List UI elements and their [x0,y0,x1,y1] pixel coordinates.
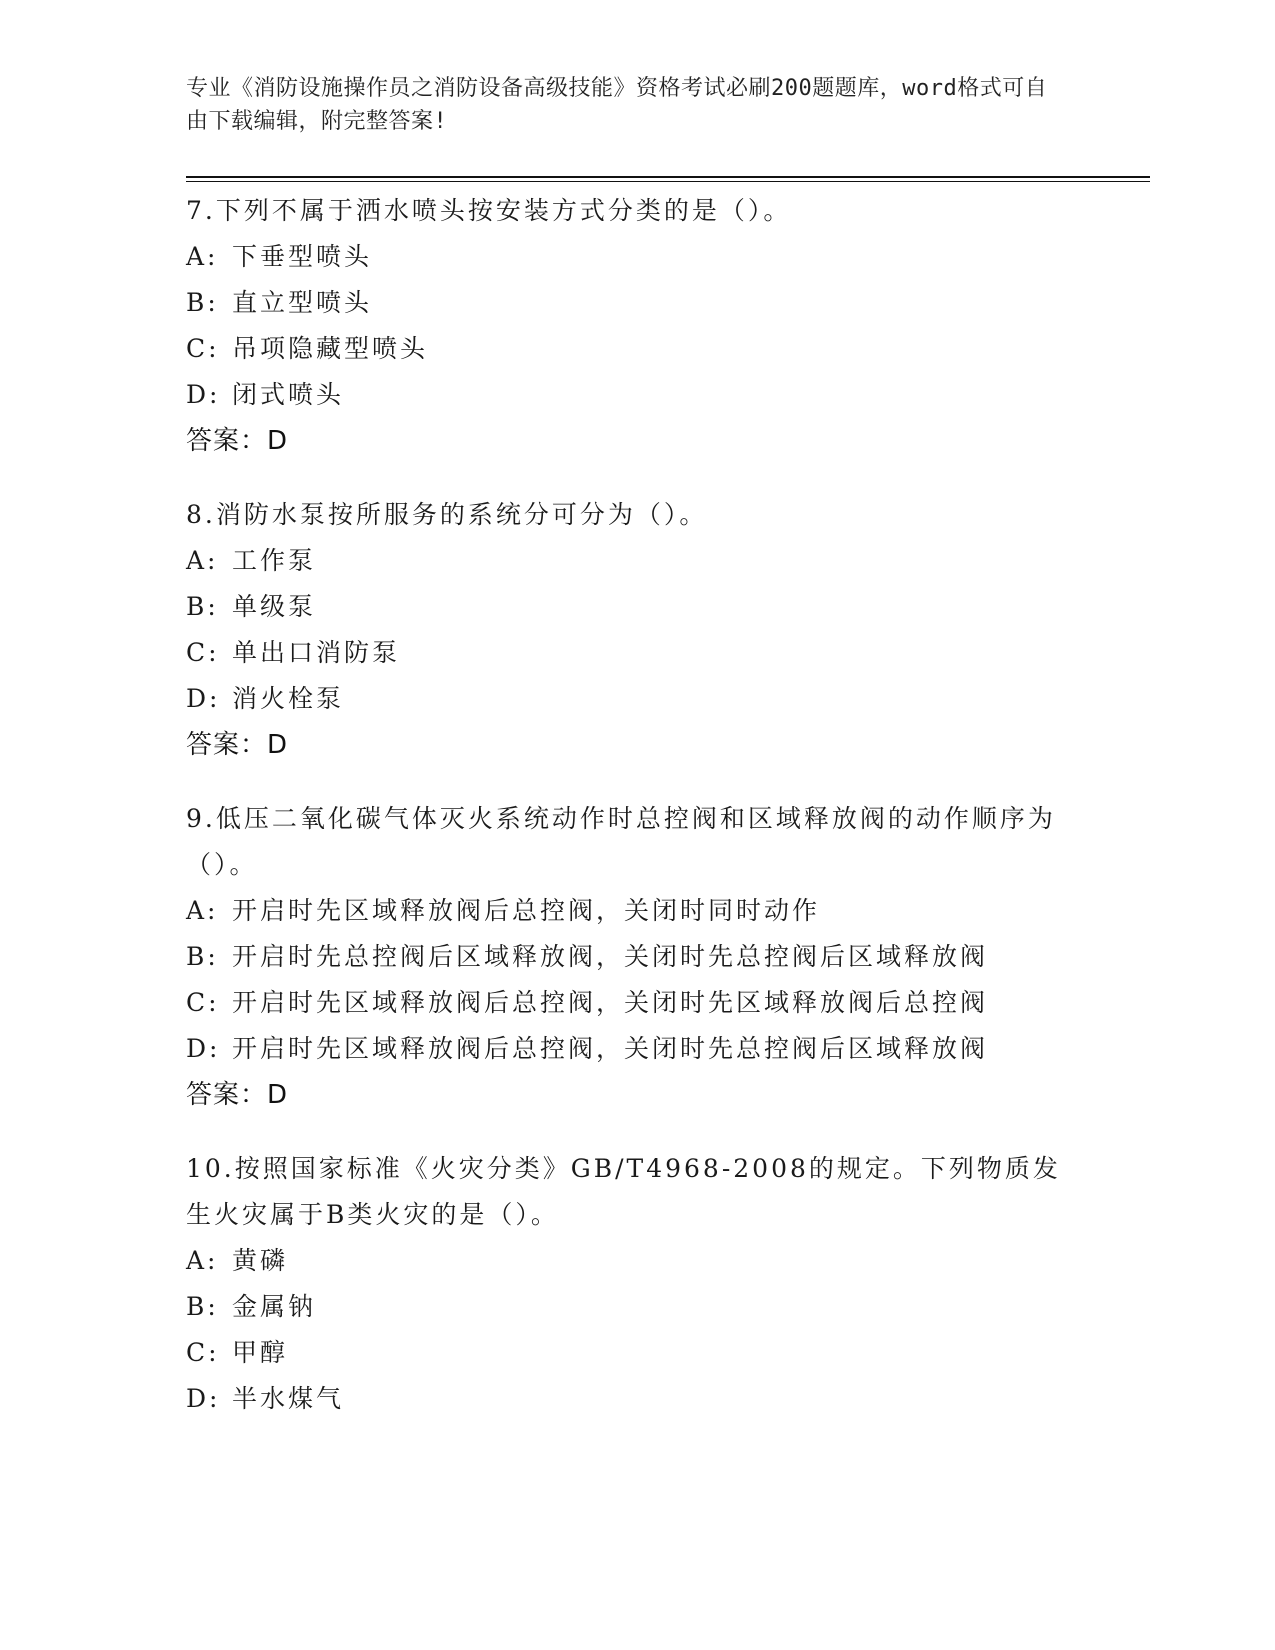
option-text: 甲醇 [232,1338,289,1367]
option-letter: C: [186,638,220,667]
option-c [186,980,1086,1026]
option-text: 开启时先区域释放阀后总控阀，关闭时先总控阀后区域释放阀 [232,1034,989,1063]
header-rule-thin [186,181,1150,182]
option-b [186,280,1086,326]
option-b [186,1284,1086,1330]
option-a [186,538,1086,584]
option-b [186,934,1086,980]
option-text: 金属钠 [232,1292,317,1321]
option-letter: B: [186,1292,219,1321]
option-text: 单出口消防泵 [232,638,401,667]
option-a [186,888,1086,934]
option-b [186,584,1086,630]
option-text: 下垂型喷头 [232,242,373,271]
option-text: 黄磷 [232,1246,289,1275]
question-stem: 8.消防水泵按所服务的系统分可分为（）。 [186,500,708,529]
option-c [186,326,1086,372]
option-letter: A: [186,896,219,925]
option-c [186,1330,1086,1376]
option-text: 工作泵 [232,546,317,575]
option-letter: A: [186,242,219,271]
question-item [186,492,1086,768]
option-d [186,372,1086,418]
option-letter: D: [186,684,221,713]
option-letter: C: [186,988,220,1017]
option-text: 开启时先区域释放阀后总控阀，关闭时先区域释放阀后总控阀 [232,988,989,1017]
question-stem: 7.下列不属于洒水喷头按安装方式分类的是（）。 [186,196,792,225]
option-letter: D: [186,1384,221,1413]
answer-line: 答案：D [186,1080,289,1110]
question-item [186,188,1086,464]
option-text: 消火栓泵 [232,684,345,713]
option-letter: C: [186,1338,220,1367]
option-d [186,1026,1086,1072]
option-d [186,1376,1086,1422]
answer-line: 答案：D [186,426,289,456]
option-d [186,676,1086,722]
question-stem: 10.按照国家标准《火灾分类》GB/T4968-2008的规定。下列物质发生火灾属于B类火灾的是（）。 [186,1154,1061,1229]
option-letter: A: [186,546,219,575]
answer-line: 答案：D [186,730,289,760]
option-text: 开启时先总控阀后区域释放阀，关闭时先总控阀后区域释放阀 [232,942,989,971]
option-letter: D: [186,1034,221,1063]
question-list [186,188,1086,1450]
option-text: 直立型喷头 [232,288,373,317]
option-letter: D: [186,380,221,409]
option-text: 吊项隐藏型喷头 [232,334,429,363]
option-letter: B: [186,592,219,621]
option-letter: B: [186,942,219,971]
question-item [186,796,1086,1118]
option-text: 单级泵 [232,592,317,621]
option-text: 闭式喷头 [232,380,345,409]
option-a [186,234,1086,280]
option-letter: C: [186,334,220,363]
option-letter: B: [186,288,219,317]
document-header: 专业《消防设施操作员之消防设备高级技能》资格考试必刷200题题库，word格式可自由下载编辑，附完整答案! [186,76,1048,134]
option-letter: A: [186,1246,219,1275]
header-rule-thick [186,176,1150,178]
option-a [186,1238,1086,1284]
option-text: 开启时先区域释放阀后总控阀，关闭时同时动作 [232,896,821,925]
option-c [186,630,1086,676]
option-text: 半水煤气 [232,1384,345,1413]
question-item [186,1146,1086,1422]
question-stem: 9.低压二氧化碳气体灭火系统动作时总控阀和区域释放阀的动作顺序为（）。 [186,804,1056,879]
